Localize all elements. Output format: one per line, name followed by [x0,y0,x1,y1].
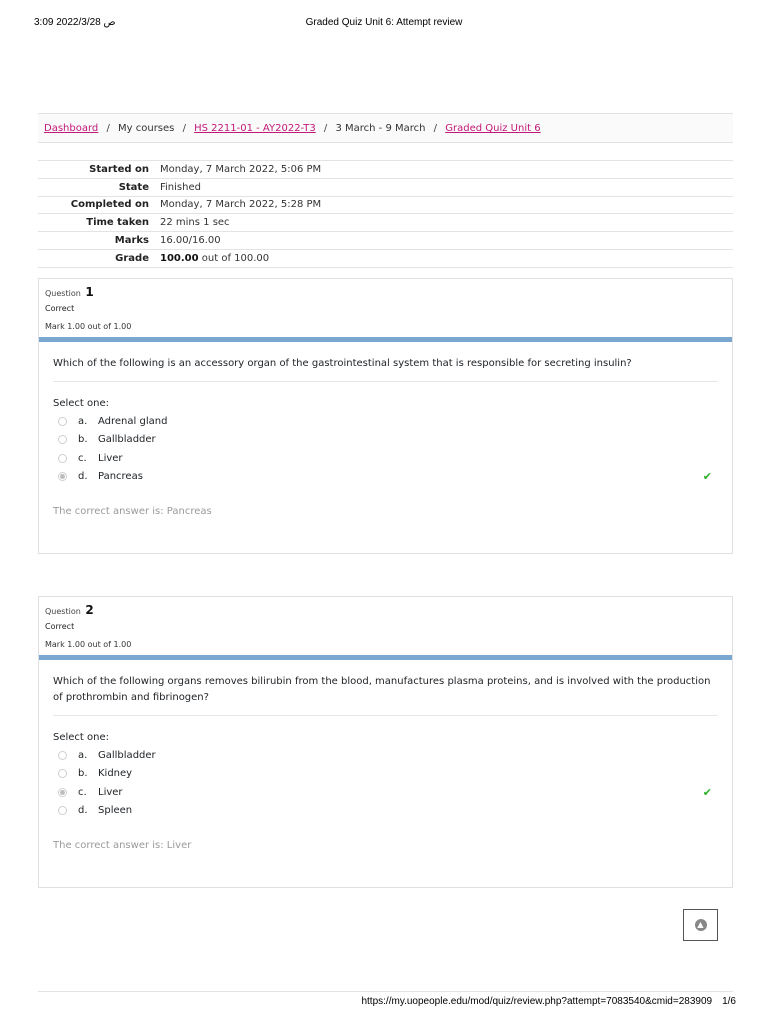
answer-option [53,765,718,784]
option-text: Kidney [98,768,133,780]
page-number: 1/6 [722,996,736,1007]
question-number-value: 2 [85,603,94,617]
answer-option [53,431,718,450]
footer-divider [38,991,733,992]
print-header [0,17,768,31]
scroll-to-top-button[interactable] [683,909,718,941]
option-text: Gallbladder [98,434,156,446]
question-label: Question [45,289,81,298]
summary-label: State [118,181,149,193]
question-grade: Mark 1.00 out of 1.00 [45,322,132,331]
answer-options [53,746,718,820]
breadcrumb-separator: / [323,123,328,134]
breadcrumb-separator: / [106,123,110,134]
radio-button[interactable] [58,769,67,778]
question-info [39,597,732,655]
breadcrumb-dashboard[interactable]: Dashboard [44,123,99,134]
question-state: Correct [45,622,75,631]
summary-row [38,178,733,196]
breadcrumb-section: 3 March - 9 March [335,123,426,134]
breadcrumb [38,113,733,143]
breadcrumb-my-courses: My courses [118,123,175,134]
correct-answer-feedback: The correct answer is: Liver [53,840,192,851]
summary-label: Completed on [70,199,149,211]
option-text: Spleen [98,805,133,817]
question-1 [38,278,733,554]
summary-label: Grade [115,252,149,264]
summary-label: Marks [114,235,149,247]
question-state: Correct [45,304,75,313]
summary-row [38,214,733,232]
print-datetime: 3:09 2022/3/28 ص [34,17,116,28]
question-number [45,603,726,617]
summary-value [155,249,733,267]
option-letter: d. [78,471,88,483]
answer-option-selected [53,783,718,802]
answer-option [53,449,718,468]
option-text: Liver [98,452,123,464]
breadcrumb-course[interactable]: HS 2211-01 - AY2022-T3 [194,123,316,134]
chevron-up-icon: ▲ [695,919,707,931]
radio-button[interactable] [58,751,67,760]
radio-button[interactable] [58,454,67,463]
option-letter: a. [78,749,88,761]
question-number-value: 1 [85,285,94,299]
option-letter: d. [78,805,88,817]
option-text: Gallbladder [98,749,156,761]
summary-row [38,249,733,267]
radio-button-checked[interactable] [58,788,67,797]
grade-value: 100.00 [160,252,199,264]
summary-value: Monday, 7 March 2022, 5:06 PM [160,163,322,175]
radio-button[interactable] [58,806,67,815]
grade-suffix: out of 100.00 [198,252,270,264]
attempt-summary-table [38,160,733,268]
answer-option-selected [53,468,718,487]
answer-option [53,412,718,431]
question-2 [38,596,733,888]
summary-value: 22 mins 1 sec [160,217,230,229]
summary-row [38,196,733,214]
page-url: https://my.uopeople.edu/mod/quiz/review.php?attempt=7083540&cmid=283909 [361,996,713,1007]
question-label: Question [45,607,81,616]
option-text: Adrenal gland [98,415,168,427]
radio-button[interactable] [58,417,67,426]
question-content [39,660,732,866]
answer-option [53,802,718,821]
option-letter: b. [78,434,88,446]
print-footer [361,996,736,1007]
answer-options [53,412,718,486]
summary-row [38,161,733,179]
question-number [45,285,726,299]
summary-label: Time taken [86,217,149,229]
question-info [39,279,732,337]
summary-value: Monday, 7 March 2022, 5:28 PM [160,199,322,211]
summary-value: Finished [160,181,201,193]
option-text: Liver [98,786,123,798]
question-content [39,342,732,532]
select-one-prompt: Select one: [53,398,110,409]
breadcrumb-separator: / [433,123,438,134]
option-letter: b. [78,768,88,780]
option-letter: c. [78,786,87,798]
print-title: Graded Quiz Unit 6: Attempt review [305,17,463,28]
question-text: Which of the following organs removes bilirubin from the blood, manufactures plasma proteins, and is involved with the production of prothrombin and fibrinogen? [53,674,718,716]
check-icon: ✔ [702,785,712,799]
summary-value: 16.00/16.00 [160,235,221,247]
breadcrumb-quiz[interactable]: Graded Quiz Unit 6 [445,123,541,134]
question-grade: Mark 1.00 out of 1.00 [45,640,132,649]
breadcrumb-separator: / [182,123,186,134]
option-text: Pancreas [98,471,143,483]
summary-label: Started on [89,163,149,175]
option-letter: a. [78,415,88,427]
summary-row [38,232,733,250]
radio-button-checked[interactable] [58,472,67,481]
option-letter: c. [78,452,87,464]
question-text: Which of the following is an accessory organ of the gastrointestinal system that is responsible for secreting insulin? [53,356,718,382]
select-one-prompt: Select one: [53,732,110,743]
check-icon: ✔ [702,470,712,484]
radio-button[interactable] [58,435,67,444]
correct-answer-feedback: The correct answer is: Pancreas [53,506,212,517]
answer-option [53,746,718,765]
